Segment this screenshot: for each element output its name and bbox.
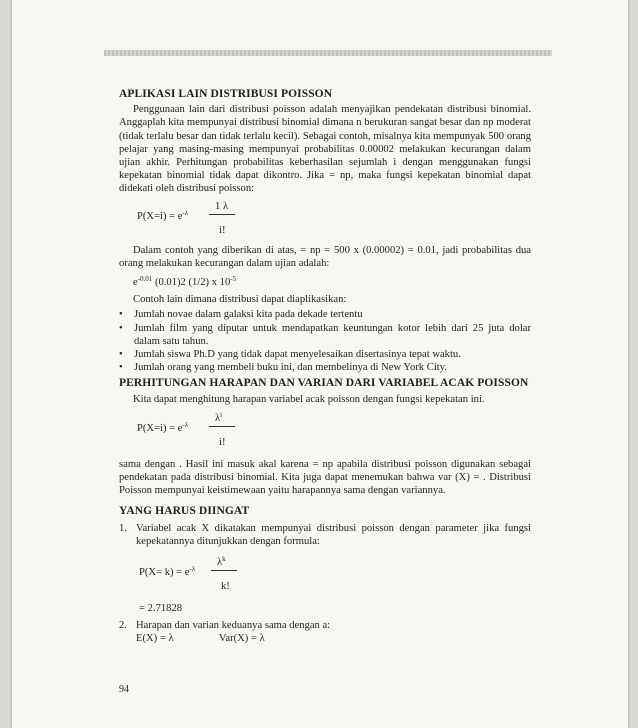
- formula-3-lhs: $P(X=i) = e^{-\lambda}$: [137, 420, 189, 434]
- expectation: E(X) = λ: [136, 633, 174, 645]
- paragraph-2: Dalam contoh yang diberikan di atas, = np = 500 x (0.00002) = 0.01, jadi probabilitas dua orang melakukan kecurangan dalam ujian adalah:: [119, 244, 531, 269]
- heading-yang-harus-diingat: YANG HARUS DIINGAT: [119, 505, 250, 518]
- fraction-line: [209, 214, 235, 215]
- expectation-variance: [136, 632, 531, 645]
- variance: Var(X) = λ: [218, 633, 265, 645]
- formula-poisson-3: [139, 556, 531, 596]
- formula-poisson-1: [137, 200, 531, 240]
- heading-aplikasi: APLIKASI LAIN DISTRIBUSI POISSON: [119, 88, 333, 100]
- formula-2: $e^{-0.01}$ (0.01)2 (1/2) x $10^{-5}$: [133, 275, 237, 289]
- paragraph-4: Kita dapat menghitung harapan variabel acak poisson dengan fungsi kepekatan ini.: [133, 393, 485, 405]
- example-list: [119, 308, 531, 374]
- list-item: • Jumlah orang yang membeli buku ini, dan membelinya di New York City.: [119, 361, 531, 374]
- paragraph-5: sama dengan . Hasil ini masuk akal karena = np apabila distribusi poisson digunakan sebagai pendekatan pada distribusi binomial. Kita juga dapat menemukan bahwa var (X) = . Distribusi Poisson mempunyai keistimewaan yaitu harapannya sama dengan variannya.: [119, 458, 531, 497]
- formula-3-numerator: $\lambda^i$: [215, 410, 223, 424]
- page-content: [119, 88, 531, 646]
- formula-3-denominator: i!: [219, 436, 226, 448]
- formula-1-denominator: i!: [219, 224, 226, 236]
- scan-header-band: [104, 50, 552, 56]
- fraction-line: [211, 570, 237, 571]
- remember-list-2: [119, 619, 531, 632]
- formula-1-numerator: 1 λ: [215, 200, 229, 212]
- formula-poisson-2: [137, 412, 531, 452]
- heading-perhitungan: PERHITUNGAN HARAPAN DAN VARIAN DARI VARIABEL ACAK POISSON: [119, 377, 529, 390]
- fraction-line: [209, 426, 235, 427]
- list-item: • Jumlah film yang diputar untuk mendapatkan keuntungan kotor lebih dari 25 juta dolar dalam satu tahun.: [119, 322, 531, 348]
- document-page: [12, 0, 628, 728]
- paragraph-1: Penggunaan lain dari distribusi poisson adalah menyajikan pendekatan distribusi binomial. Anggaplah kita mempunyai distribusi binomial dimana n berukuran sangat besar dan np moderat (tidak terlalu besar dan tidak terlalu kecil). Sebagai contoh, misalnya kita mempunyak 500 orang pelajar yang masing-masing mempunyai probabilitas 0.00002 melakukan kecurangan dalam ujian akhir. Perhitungan probabilitas keberhasilan sejumlah i dengan menggunakan fungsi kepekatan binomial tidak dapat dikontro. Jika = np, maka fungsi kepekatan binomial dapat didekati oleh distribusi poisson:: [119, 104, 531, 195]
- list-item-2: 2. Harapan dan varian keduanya sama dengan a:: [119, 620, 331, 632]
- euler-constant: = 2.71828: [139, 603, 183, 615]
- formula-4-numerator: $\lambda^k$: [217, 555, 226, 569]
- formula-1-lhs: $P(X=i) = e^{-\lambda}$: [137, 208, 189, 222]
- formula-4-lhs: $P(X= k) = e^{-\lambda}$: [139, 565, 196, 579]
- list-item-1: 1. Variabel acak X dikatakan mempunyai distribusi poisson dengan parameter jika fungsi kepekatannya ditunjukkan dengan formula:: [119, 522, 531, 547]
- list-item: • Jumlah novae dalam galaksi kita pada dekade tertentu: [119, 308, 531, 321]
- paragraph-3: Contoh lain dimana distribusi dapat diaplikasikan:: [133, 294, 347, 306]
- list-item: • Jumlah siswa Ph.D yang tidak dapat menyelesaikan disertasinya tepat waktu.: [119, 348, 531, 361]
- remember-list: [119, 522, 531, 548]
- page-number: 94: [119, 684, 129, 695]
- formula-4-denominator: k!: [221, 581, 230, 593]
